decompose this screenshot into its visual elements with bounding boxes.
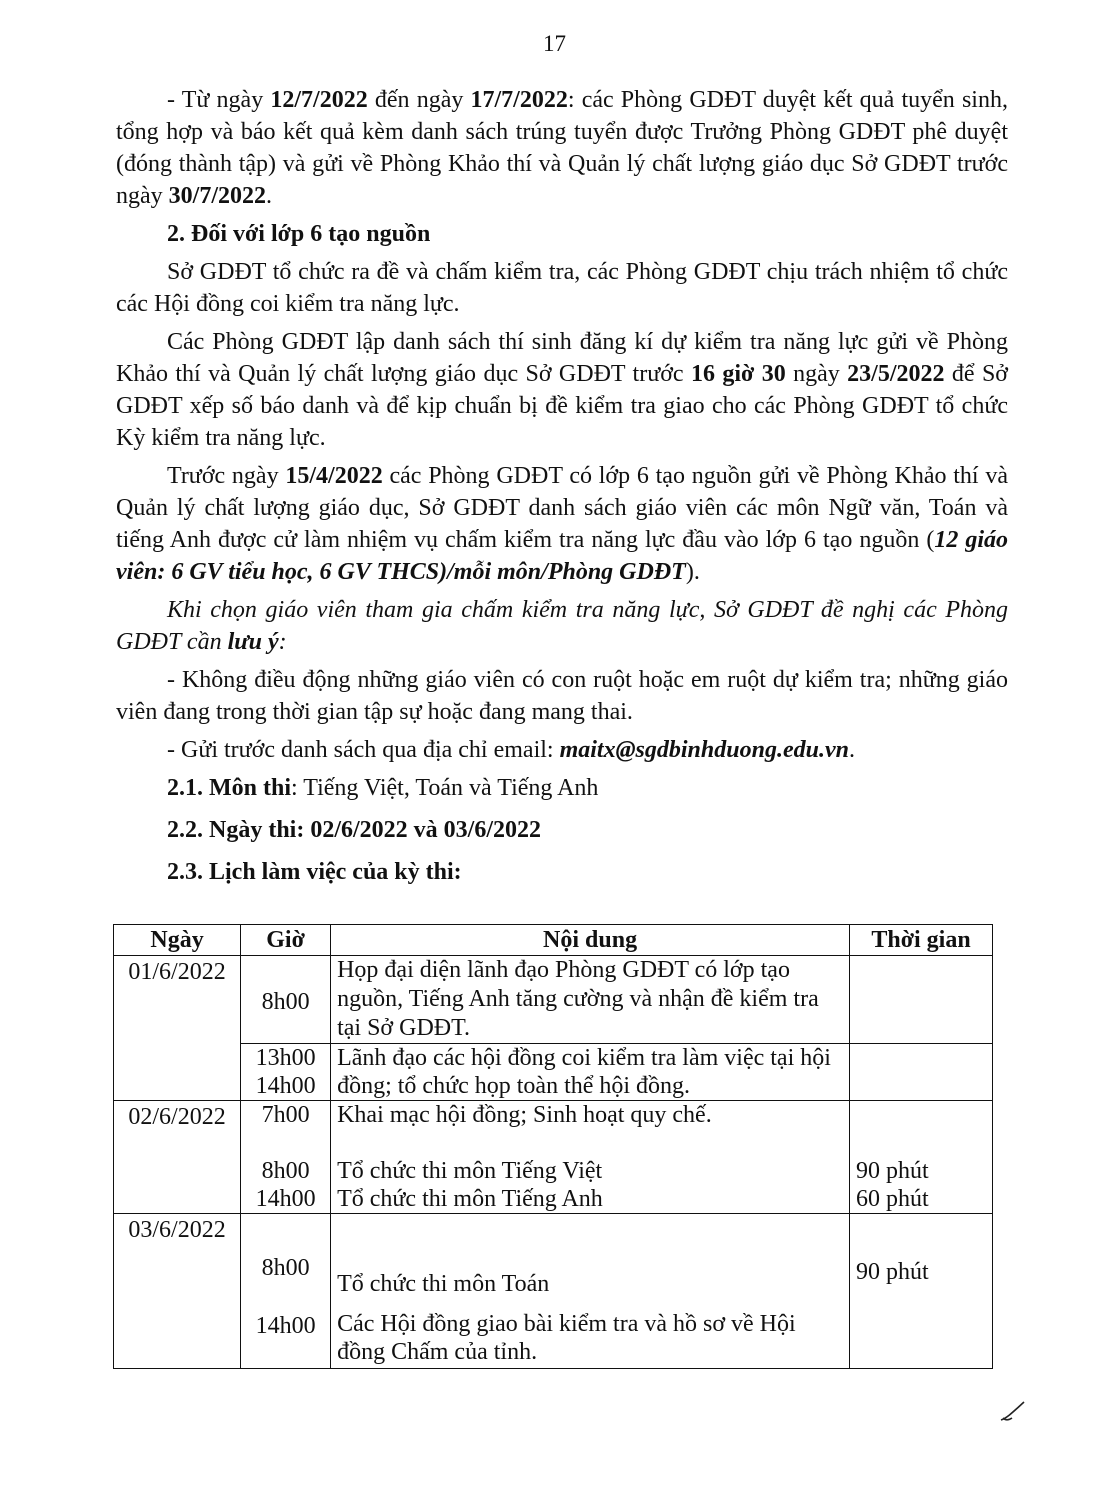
text: Trước ngày <box>167 463 286 489</box>
time-text: 16 giờ 30 <box>690 361 786 387</box>
text: . <box>848 737 855 763</box>
initial-mark-icon <box>997 1396 1027 1426</box>
text: các Phòng GDĐT có lớp 6 tạo nguồn gửi về Phòng Khảo thí và Quản lý chất lượng giáo dục, Sở GDĐT danh sách giáo viên các môn Ngữ văn, Toán và tiếng Anh được cử làm nhiệm vụ chấm kiểm tra năng lực đầu vào lớp 6 tạo nguồn ( <box>116 463 1008 553</box>
table-row <box>114 1044 993 1101</box>
paragraph-note-email <box>116 734 1008 766</box>
cell-content: Lãnh đạo các hội đồng coi kiểm tra làm việc tại hội đồng; tổ chức họp toàn thể hội đồng. <box>331 1044 850 1101</box>
cell-content <box>331 1101 850 1214</box>
cell-date: 03/6/2022 <box>114 1214 241 1369</box>
date-text: 12/7/2022 <box>270 87 368 113</box>
cell-time <box>241 1044 331 1101</box>
content-text: Các Hội đồng giao bài kiểm tra và hồ sơ về Hội đồng Chấm của tỉnh. <box>337 1311 796 1365</box>
cell-time <box>241 1214 331 1369</box>
header-content: Nội dung <box>331 925 850 956</box>
text: đến ngày <box>367 87 471 113</box>
text: . <box>266 183 272 209</box>
cell-duration <box>850 1101 993 1214</box>
cell-content <box>331 1214 850 1369</box>
paragraph-organization: Sở GDĐT tổ chức ra đề và chấm kiểm tra, các Phòng GDĐT chịu trách nhiệm tổ chức các Hội đồng coi kiểm tra năng lực. <box>116 259 1008 317</box>
paragraph-registration <box>116 326 1008 454</box>
time-text: 14h00 <box>255 1313 316 1339</box>
text: : Tiếng Việt, Toán và Tiếng Anh <box>291 775 599 801</box>
text: ). <box>685 559 700 585</box>
text: Các Phòng GDĐT lập danh sách thí sinh đăng kí dự kiểm tra năng lực gửi về Phòng Khảo thí và Quản lý chất lượng giáo dục Sở GDĐT trước <box>116 329 1008 387</box>
date-text: 15/4/2022 <box>285 463 383 489</box>
paragraph-note-intro <box>116 594 1008 658</box>
body-text <box>116 84 1008 894</box>
subsection-schedule-title: 2.3. Lịch làm việc của kỳ thi: <box>167 859 462 885</box>
content-text: Tổ chức thi môn Tiếng Anh <box>337 1186 603 1212</box>
cell-duration <box>850 1214 993 1369</box>
date-text: 17/7/2022 <box>470 87 568 113</box>
table-row <box>114 1101 993 1214</box>
cell-date: 02/6/2022 <box>114 1101 241 1214</box>
time-text: 14h00 <box>255 1186 316 1212</box>
time-text: 8h00 <box>261 1158 310 1184</box>
time-text: 13h00 <box>255 1045 316 1071</box>
content-text: Khai mạc hội đồng; Sinh hoạt quy chế. <box>337 1102 712 1128</box>
emphasis-text: 12 giáo viên: 6 GV tiểu học, 6 GV THCS)/mỗi môn/Phòng GDĐT <box>116 527 1009 585</box>
cell-content: Họp đại diện lãnh đạo Phòng GDĐT có lớp tạo nguồn, Tiếng Anh tăng cường và nhận đề kiểm tra tại Sở GDĐT. <box>331 956 850 1044</box>
text: ngày <box>785 361 848 387</box>
content-text: Tổ chức thi môn Tiếng Việt <box>337 1158 603 1184</box>
table-row <box>114 956 993 1044</box>
time-text: 14h00 <box>255 1073 316 1099</box>
cell-time <box>241 1101 331 1214</box>
date-text: 23/5/2022 <box>847 361 945 387</box>
content-text: Tổ chức thi môn Toán <box>337 1271 550 1297</box>
text: - Gửi trước danh sách qua địa chỉ email: <box>167 737 560 763</box>
emphasis-text: lưu ý <box>227 629 279 655</box>
time-text: 8h00 <box>261 1255 310 1281</box>
cell-duration <box>850 1044 993 1101</box>
page-number: 17 <box>543 31 566 56</box>
date-text: 30/7/2022 <box>168 183 266 209</box>
label: 2.1. Môn thi <box>167 775 292 801</box>
section-heading-grade6: 2. Đối với lớp 6 tạo nguồn <box>167 221 431 247</box>
header-date: Ngày <box>114 925 241 956</box>
paragraph-note-1: - Không điều động những giáo viên có con ruột hoặc em ruột dự kiểm tra; những giáo viên đang trong thời gian tập sự hoặc đang mang thai. <box>116 667 1008 725</box>
duration-text: 60 phút <box>856 1186 929 1212</box>
duration-text: 90 phút <box>856 1259 929 1285</box>
time-text: 7h00 <box>261 1102 310 1128</box>
cell-date: 01/6/2022 <box>114 956 241 1101</box>
email-link[interactable]: maitx@sgdbinhduong.edu.vn <box>559 737 849 763</box>
subsection-subjects <box>116 772 1008 804</box>
text: : <box>278 629 287 655</box>
cell-time: 8h00 <box>241 956 331 1044</box>
table-row <box>114 1214 993 1369</box>
text: Khi chọn giáo viên tham gia chấm kiểm tra năng lực, Sở GDĐT đề nghị các Phòng GDĐT cần <box>116 597 1008 655</box>
header-duration: Thời gian <box>850 925 993 956</box>
schedule-table <box>113 924 993 1369</box>
cell-duration <box>850 956 993 1044</box>
text: để Sở GDĐT xếp số báo danh và để kịp chuẩn bị đề kiểm tra giao cho các Phòng GDĐT tổ chức Kỳ kiểm tra năng lực. <box>116 361 1008 451</box>
text: : các Phòng GDĐT duyệt kết quả tuyển sinh, tổng hợp và báo kết quả kèm danh sách trúng tuyển được Trưởng Phòng GDĐT phê duyệt (đóng thành tập) và gửi về Phòng Khảo thí và Quản lý chất lượng giáo dục Sở GDĐT trước ngày <box>116 87 1008 209</box>
paragraph-review-results <box>116 84 1008 212</box>
text: - Từ ngày <box>167 87 271 113</box>
duration-text: 90 phút <box>856 1158 929 1184</box>
paragraph-teacher-list <box>116 460 1008 588</box>
header-time: Giờ <box>241 925 331 956</box>
subsection-exam-dates: 2.2. Ngày thi: 02/6/2022 và 03/6/2022 <box>167 817 542 843</box>
table-header-row <box>114 925 993 956</box>
